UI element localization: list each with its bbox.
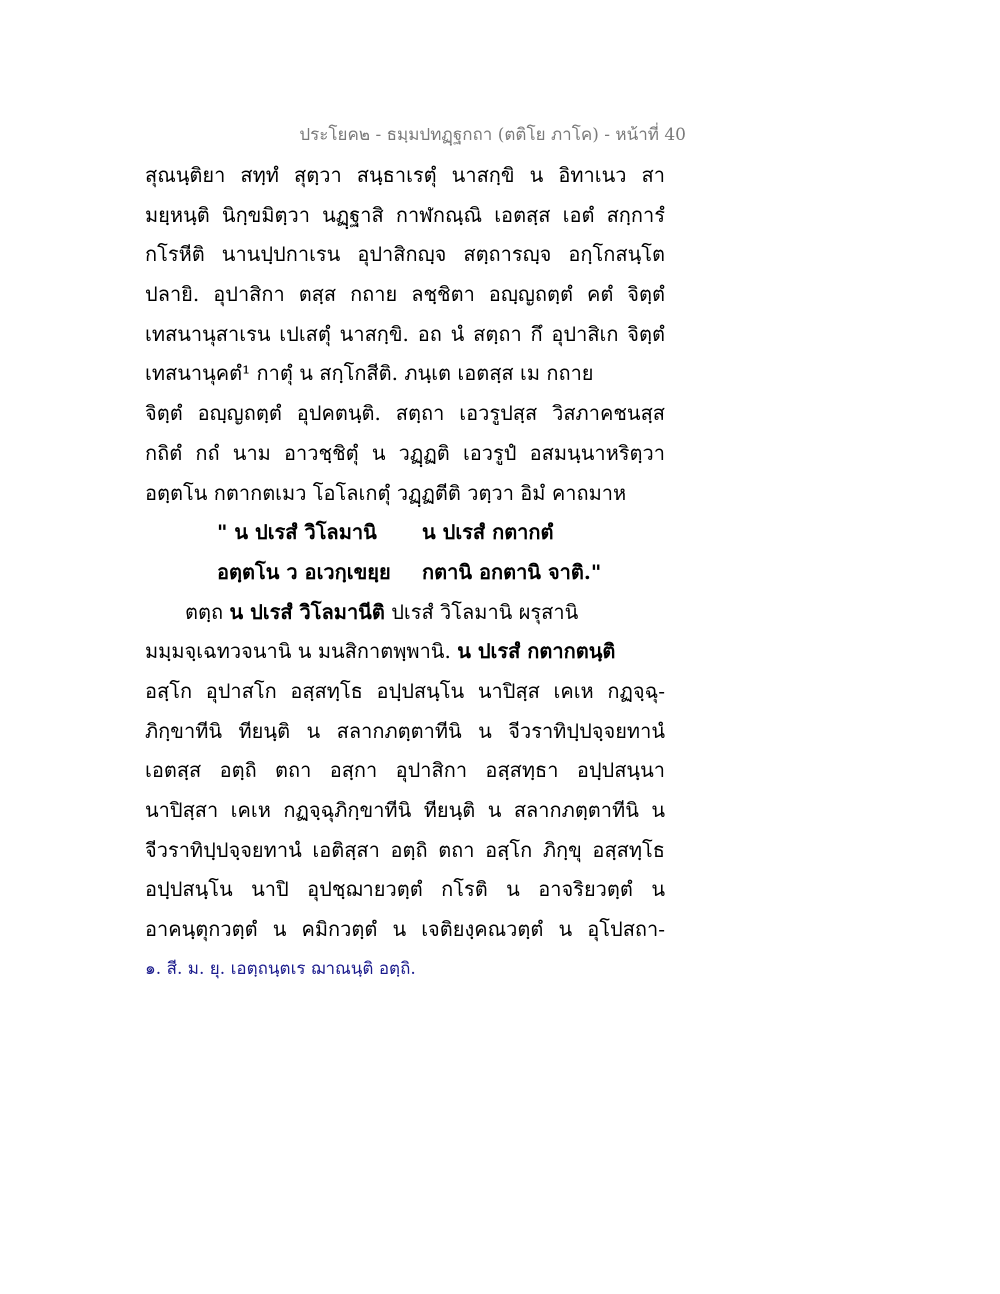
commentary-line-1-gloss: ปเรสํ วิโลมานิ ผรุสานิ [384, 599, 579, 624]
footnote: ๑. สี. ม. ยุ. เอตฺถนฺตเร ฌาณนฺติ อตฺถิ. [145, 959, 416, 979]
commentary-line-1 [145, 593, 665, 633]
commentary-line-7: จีวราทิปฺปจฺจยทานํ เอติสฺสา อตฺถิ ตถา อสฺโก ภิกฺขุ อสฺสทฺโธ [145, 837, 665, 862]
text-line-5: เทสนานุสาเรน เปเสตุํ นาสกฺขิ. อถ นํ สตฺถา กึ อุปาสิเก จิตฺตํ [145, 321, 665, 346]
main-text [145, 156, 665, 950]
commentary-line-6: นาปิสฺสา เคเห กฏจฺฉุภิกฺขาทีนิ ทียนฺติ น สลากภตฺตาทีนิ น [145, 798, 665, 822]
verse-line-1-second-half: น ปเรสํ กตากตํ [422, 520, 554, 545]
commentary-line-5: เอตสฺส อตฺถิ ตถา อสฺกา อุปาสิกา อสฺสทฺธา อปฺปสนฺนา [145, 758, 665, 783]
text-line-2: มยฺหนฺติ นิกฺขมิตฺวา นฏฺฐาสิ กาฬกณฺณิ เอตสฺส เอตํ สกฺการํ [145, 202, 665, 227]
verse-line-2 [145, 553, 665, 593]
commentary-line-8: อปฺปสนฺโน นาปิ อุปชฺฌายวตฺตํ กโรติ น อาจริยวตฺตํ น [145, 877, 665, 902]
commentary-line-2 [145, 632, 665, 672]
commentary-line-3: อสฺโก อุปาสโก อสฺสทฺโธ อปฺปสนฺโน นาปิสฺส เคเห กฏจฺฉุ- [145, 678, 665, 703]
commentary-line-4: ภิกฺขาทีนิ ทียนฺติ น สลากภตฺตาทีนิ น จีวราทิปฺปจฺจยทานํ [145, 718, 665, 743]
text-line-4: ปลายิ. อุปาสิกา ตสฺส กถาย ลชฺชิตา อญฺญถตฺตํ คตํ จิตฺตํ [145, 282, 665, 307]
commentary-lemma-2: น ปเรสํ กตากตนฺติ [457, 639, 616, 664]
commentary-line-9: อาคนฺตุกวตฺตํ น คมิกวตฺตํ น เจติยงฺคณวตฺตํ น อุโปสถา- [145, 917, 665, 942]
running-header: ประโยค๒ - ธมฺมปทฏฺฐกถา (ตติโย ภาโค) - หน้าที่ 40 [299, 125, 686, 145]
commentary-line-2-gloss: มมฺมจฺเฉทวจนานิ น มนสิกาตพฺพานิ. [145, 639, 458, 664]
verse-line-1 [145, 513, 665, 553]
text-line-1: สุณนฺติยา สทฺทํ สุตฺวา สนฺธาเรตุํ นาสกฺขิ น อิทาเนว สา [145, 163, 665, 187]
text-line-7: จิตฺตํ อญฺญถตฺตํ อุปคตนฺติ. สตฺถา เอวรูปสฺส วิสภาคชนสฺส [145, 401, 665, 426]
text-line-9: อตฺตโน กตากตเมว โอโลเกตุํ วฏฺฏตีติ วตฺวา อิมํ คาถมาห [145, 480, 627, 505]
text-line-8: กถิตํ กถํ นาม อาวชฺชิตุํ น วฏฺฏติ เอวรูปํ อสมนฺนาหริตฺวา [145, 440, 665, 465]
text-line-3: กโรหีติ นานปฺปกาเรน อุปาสิกญฺจ สตฺถารญฺจ อกฺโกสนฺโต [145, 242, 665, 267]
verse-line-1-first-half: " น ปเรสํ วิโลมานิ [217, 520, 377, 545]
commentary-line-1-lead: ตตฺถ [185, 599, 230, 624]
verse-line-2-second-half: กตานิ อกตานิ จาติ." [422, 559, 602, 584]
verse-line-2-first-half: อตฺตโน ว อเวกฺเขยฺย [217, 559, 391, 584]
text-line-6: เทสนานุคตํ¹ กาตุํ น สกฺโกสีติ. ภนฺเต เอตสฺส เม กถาย [145, 361, 594, 386]
commentary-lemma-1: น ปเรสํ วิโลมานีติ [229, 599, 385, 624]
